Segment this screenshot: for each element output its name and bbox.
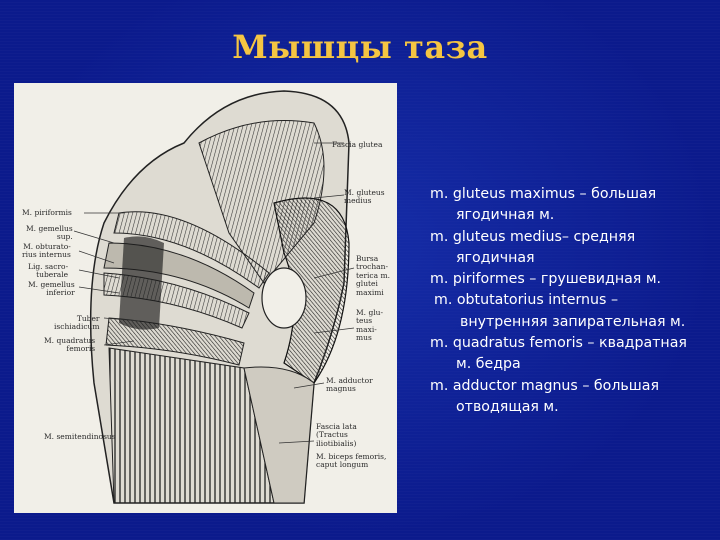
label-semitendinosus: M. semitendinosus: [44, 432, 116, 441]
label-fascia-lata: Fascia lata (Tractus iliotibialis): [316, 422, 357, 448]
list-item-text: m. gluteus maximus – большая: [430, 186, 657, 202]
label-sacrotuberale: Lig. sacro- tuberale: [28, 262, 69, 280]
label-biceps-femoris: M. biceps femoris, caput longum: [316, 452, 387, 470]
label-fascia-glutea: Fascia glutea: [332, 140, 383, 149]
list-item-text: m. piriformes – грушевидная м.: [430, 271, 662, 288]
label-obturatorius-internus: M. obturato- rius internus: [22, 242, 71, 260]
list-item: [430, 333, 715, 376]
slide-title: Мышцы таза: [232, 28, 488, 66]
list-item-text: m. gluteus medius– средняя: [430, 228, 636, 245]
list-item-continuation: отводящая м.: [456, 398, 559, 415]
list-item-text: m. adductor magnus – большая: [430, 377, 660, 394]
label-piriformis: M. piriformis: [22, 208, 72, 217]
label-gluteus-medius: M. gluteus medius: [344, 188, 385, 206]
muscle-list: [430, 184, 715, 418]
list-item-text: m. obtutatorius internus –: [434, 292, 619, 309]
label-gluteus-maximus: M. glu- teus maxi- mus: [356, 308, 384, 343]
list-item: [430, 376, 715, 419]
list-item: [430, 290, 715, 333]
list-item-continuation: м. бедра: [456, 356, 521, 373]
list-item-continuation: ягодичная: [456, 249, 535, 266]
label-gemellus-inferior: M. gemellus inferior: [28, 280, 75, 298]
list-item: [430, 227, 715, 270]
label-gemellus-sup: M. gemellus sup.: [26, 224, 73, 242]
label-quadratus-femoris: M. quadratus femoris: [44, 336, 96, 354]
label-tuber-ischiadicum: Tuber ischiadicum: [54, 314, 100, 332]
list-item-continuation: внутренняя запирательная м.: [460, 313, 686, 330]
anatomy-illustration: [14, 83, 397, 513]
list-item: [430, 269, 715, 290]
label-bursa-trochanterica: Bursa trochan- terica m. glutei maximi: [356, 254, 390, 297]
list-item-continuation: ягодичная м.: [456, 207, 555, 224]
list-item: [430, 184, 715, 227]
list-item-text: m. quadratus femoris – квадратная: [430, 335, 687, 352]
label-adductor-magnus: M. adductor magnus: [326, 376, 373, 394]
